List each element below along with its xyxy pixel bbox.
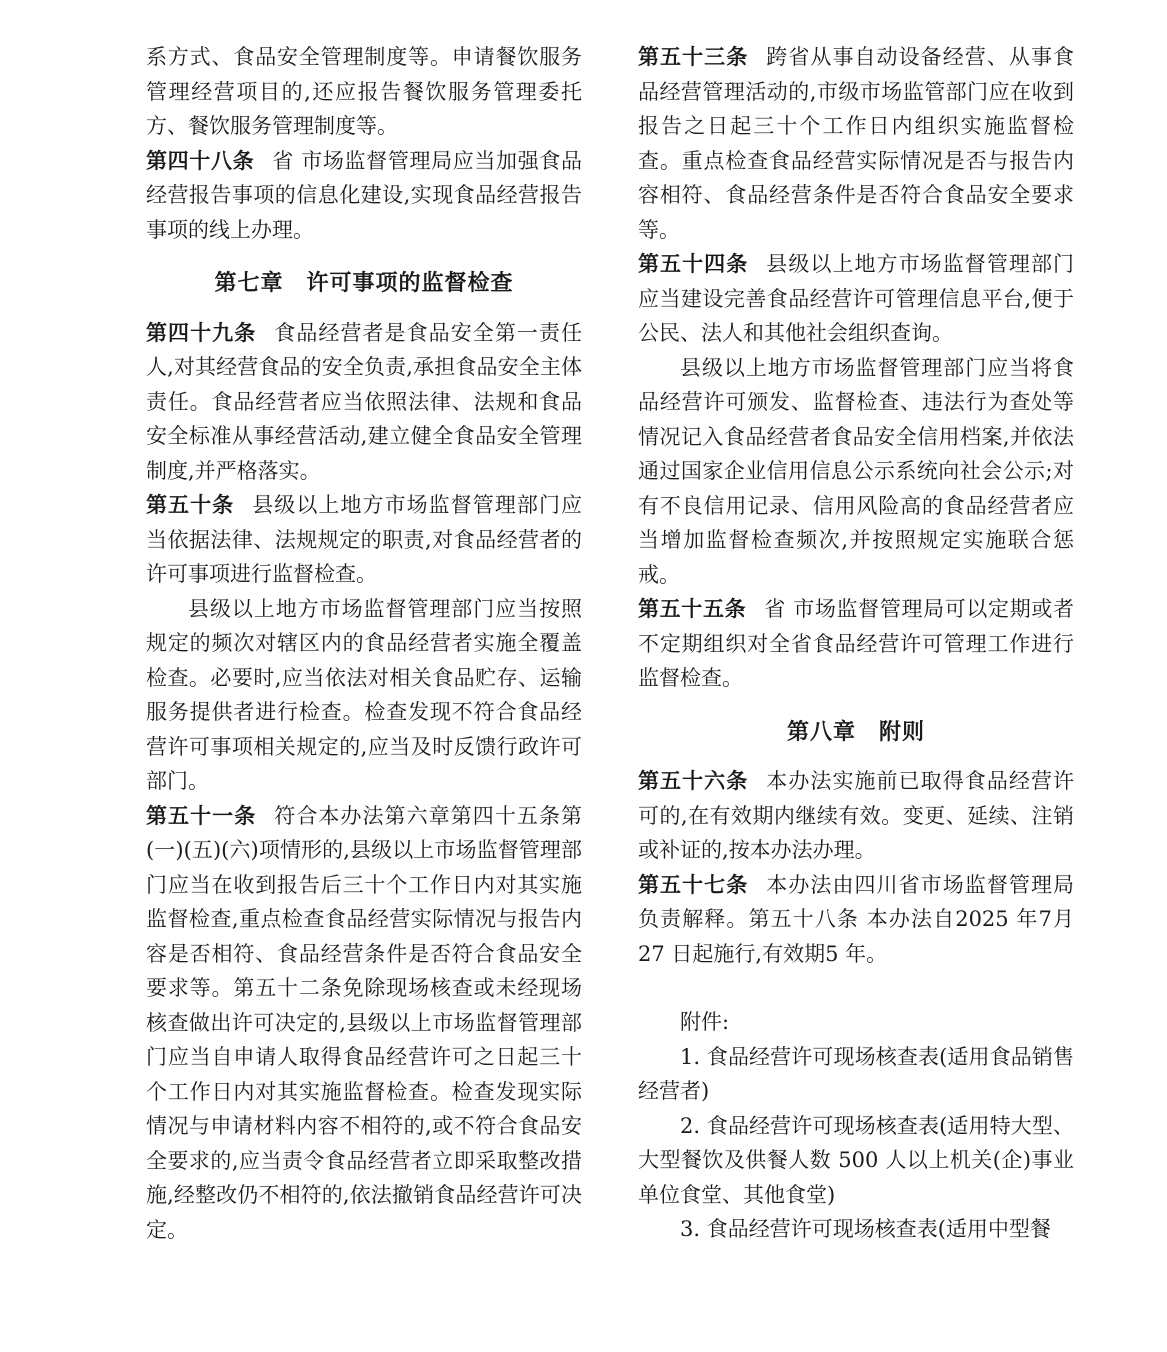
spacer bbox=[638, 971, 1074, 1005]
article-51 bbox=[146, 799, 582, 1248]
article-text: 本办法实施前已取得食品经营许可的,在有效期内继续有效。变更、延续、注销或补证的,按本办法办理。 bbox=[638, 769, 1075, 862]
attachment-3: 3. 食品经营许可现场核查表(适用中型餐 bbox=[680, 1217, 1051, 1241]
right-column bbox=[638, 40, 1074, 1247]
article-50 bbox=[146, 488, 582, 592]
article-text: 跨省从事自动设备经营、从事食品经营管理活动的,市级市场监管部门应在收到报告之日起三十个工作日内组织实施监督检查。重点检查食品经营实际情况是否与报告内容相符、食品经营条件是否符合食品安全要求等。 bbox=[638, 45, 1075, 242]
article-number: 第五十条 bbox=[146, 493, 235, 517]
paragraph-continuation: 系方式、食品安全管理制度等。申请餐饮服务管理经营项目的,还应报告餐饮服务管理委托方、餐饮服务管理制度等。 bbox=[146, 45, 582, 138]
article-50-paragraph-2: 县级以上地方市场监督管理部门应当按照规定的频次对辖区内的食品经营者实施全覆盖检查。必要时,应当依法对相关食品贮存、运输服务提供者进行检查。检查发现不符合食品经营许可事项相关规定的,应当及时反馈行政许可部门。 bbox=[146, 596, 582, 793]
chapter-8-heading: 第八章 附则 bbox=[786, 719, 925, 745]
article-number: 第五十四条 bbox=[638, 252, 749, 276]
chapter-7-heading: 第七章 许可事项的监督检查 bbox=[214, 271, 514, 296]
article-54 bbox=[638, 247, 1074, 351]
article-48 bbox=[146, 144, 582, 248]
attachment-2: 2. 食品经营许可现场核查表(适用特大型、大型餐饮及供餐人数 500 人以上机关(企)事业单位食堂、其他食堂) bbox=[638, 1113, 1074, 1207]
article-53 bbox=[638, 40, 1074, 247]
attachment-1: 1. 食品经营许可现场核查表(适用食品销售经营者) bbox=[638, 1044, 1074, 1103]
article-49 bbox=[146, 316, 582, 489]
attachments-heading: 附件: bbox=[680, 1010, 730, 1034]
article-text: 食品经营者是食品安全第一责任人,对其经营食品的安全负责,承担食品安全主体责任。食品经营者应当依照法律、法规和食品安全标准从事经营活动,建立健全食品安全管理制度,并严格落实。 bbox=[146, 320, 583, 483]
article-text: 符合本办法第六章第四十五条第(一)(五)(六)项情形的,县级以上市场监督管理部门应当在收到报告后三十个工作日内对其实施监督检查,重点检查食品经营实际情况与报告内容是否相符、食品经营条件是否符合食品安全要求等。第五十二条免除现场核查或未经现场核查做出许可决定的,县级以上市场监督管理部门应当自申请人取得食品经营许可之日起三十个工作日内对其实施监督检查。检查发现实际情况与申请材料内容不相符的,或不符合食品安全要求的,应当责令食品经营者立即采取整改措施,经整改仍不相符的,依法撤销食品经营许可决定。 bbox=[146, 803, 583, 1242]
article-number: 第五十六条 bbox=[638, 769, 749, 793]
article-text: 县级以上地方市场监督管理部门应当建设完善食品经营许可管理信息平台,便于公民、法人和其他社会组织查询。 bbox=[638, 252, 1075, 345]
article-number: 第四十九条 bbox=[146, 320, 257, 345]
article-56 bbox=[638, 764, 1074, 868]
article-text: 本办法由四川省市场监督管理局负责解释。第五十八条 本办法自2025 年7月27 日起施行,有效期5 年。 bbox=[638, 872, 1075, 966]
article-number: 第五十一条 bbox=[146, 803, 257, 828]
article-text: 省 市场监督管理局应当加强食品经营报告事项的信息化建设,实现食品经营报告事项的线上办理。 bbox=[146, 148, 582, 242]
article-text: 省 市场监督管理局可以定期或者不定期组织对全省食品经营许可管理工作进行监督检查。 bbox=[638, 597, 1074, 690]
left-column bbox=[146, 40, 582, 1247]
article-number: 第五十七条 bbox=[638, 872, 749, 897]
article-57 bbox=[638, 868, 1074, 972]
article-55 bbox=[638, 592, 1074, 696]
article-number: 第五十三条 bbox=[638, 45, 749, 69]
article-text: 县级以上地方市场监督管理部门应当依据法律、法规规定的职责,对食品经营者的许可事项进行监督检查。 bbox=[146, 493, 583, 586]
article-number: 第五十五条 bbox=[638, 597, 747, 621]
article-54-paragraph-2: 县级以上地方市场监督管理部门应当将食品经营许可颁发、监督检查、违法行为查处等情况记入食品经营者食品安全信用档案,并依法通过国家企业信用信息公示系统向社会公示;对有不良信用记录、信用风险高的食品经营者应当增加监督检查频次,并按照规定实施联合惩戒。 bbox=[638, 355, 1074, 587]
article-number: 第四十八条 bbox=[146, 148, 255, 173]
